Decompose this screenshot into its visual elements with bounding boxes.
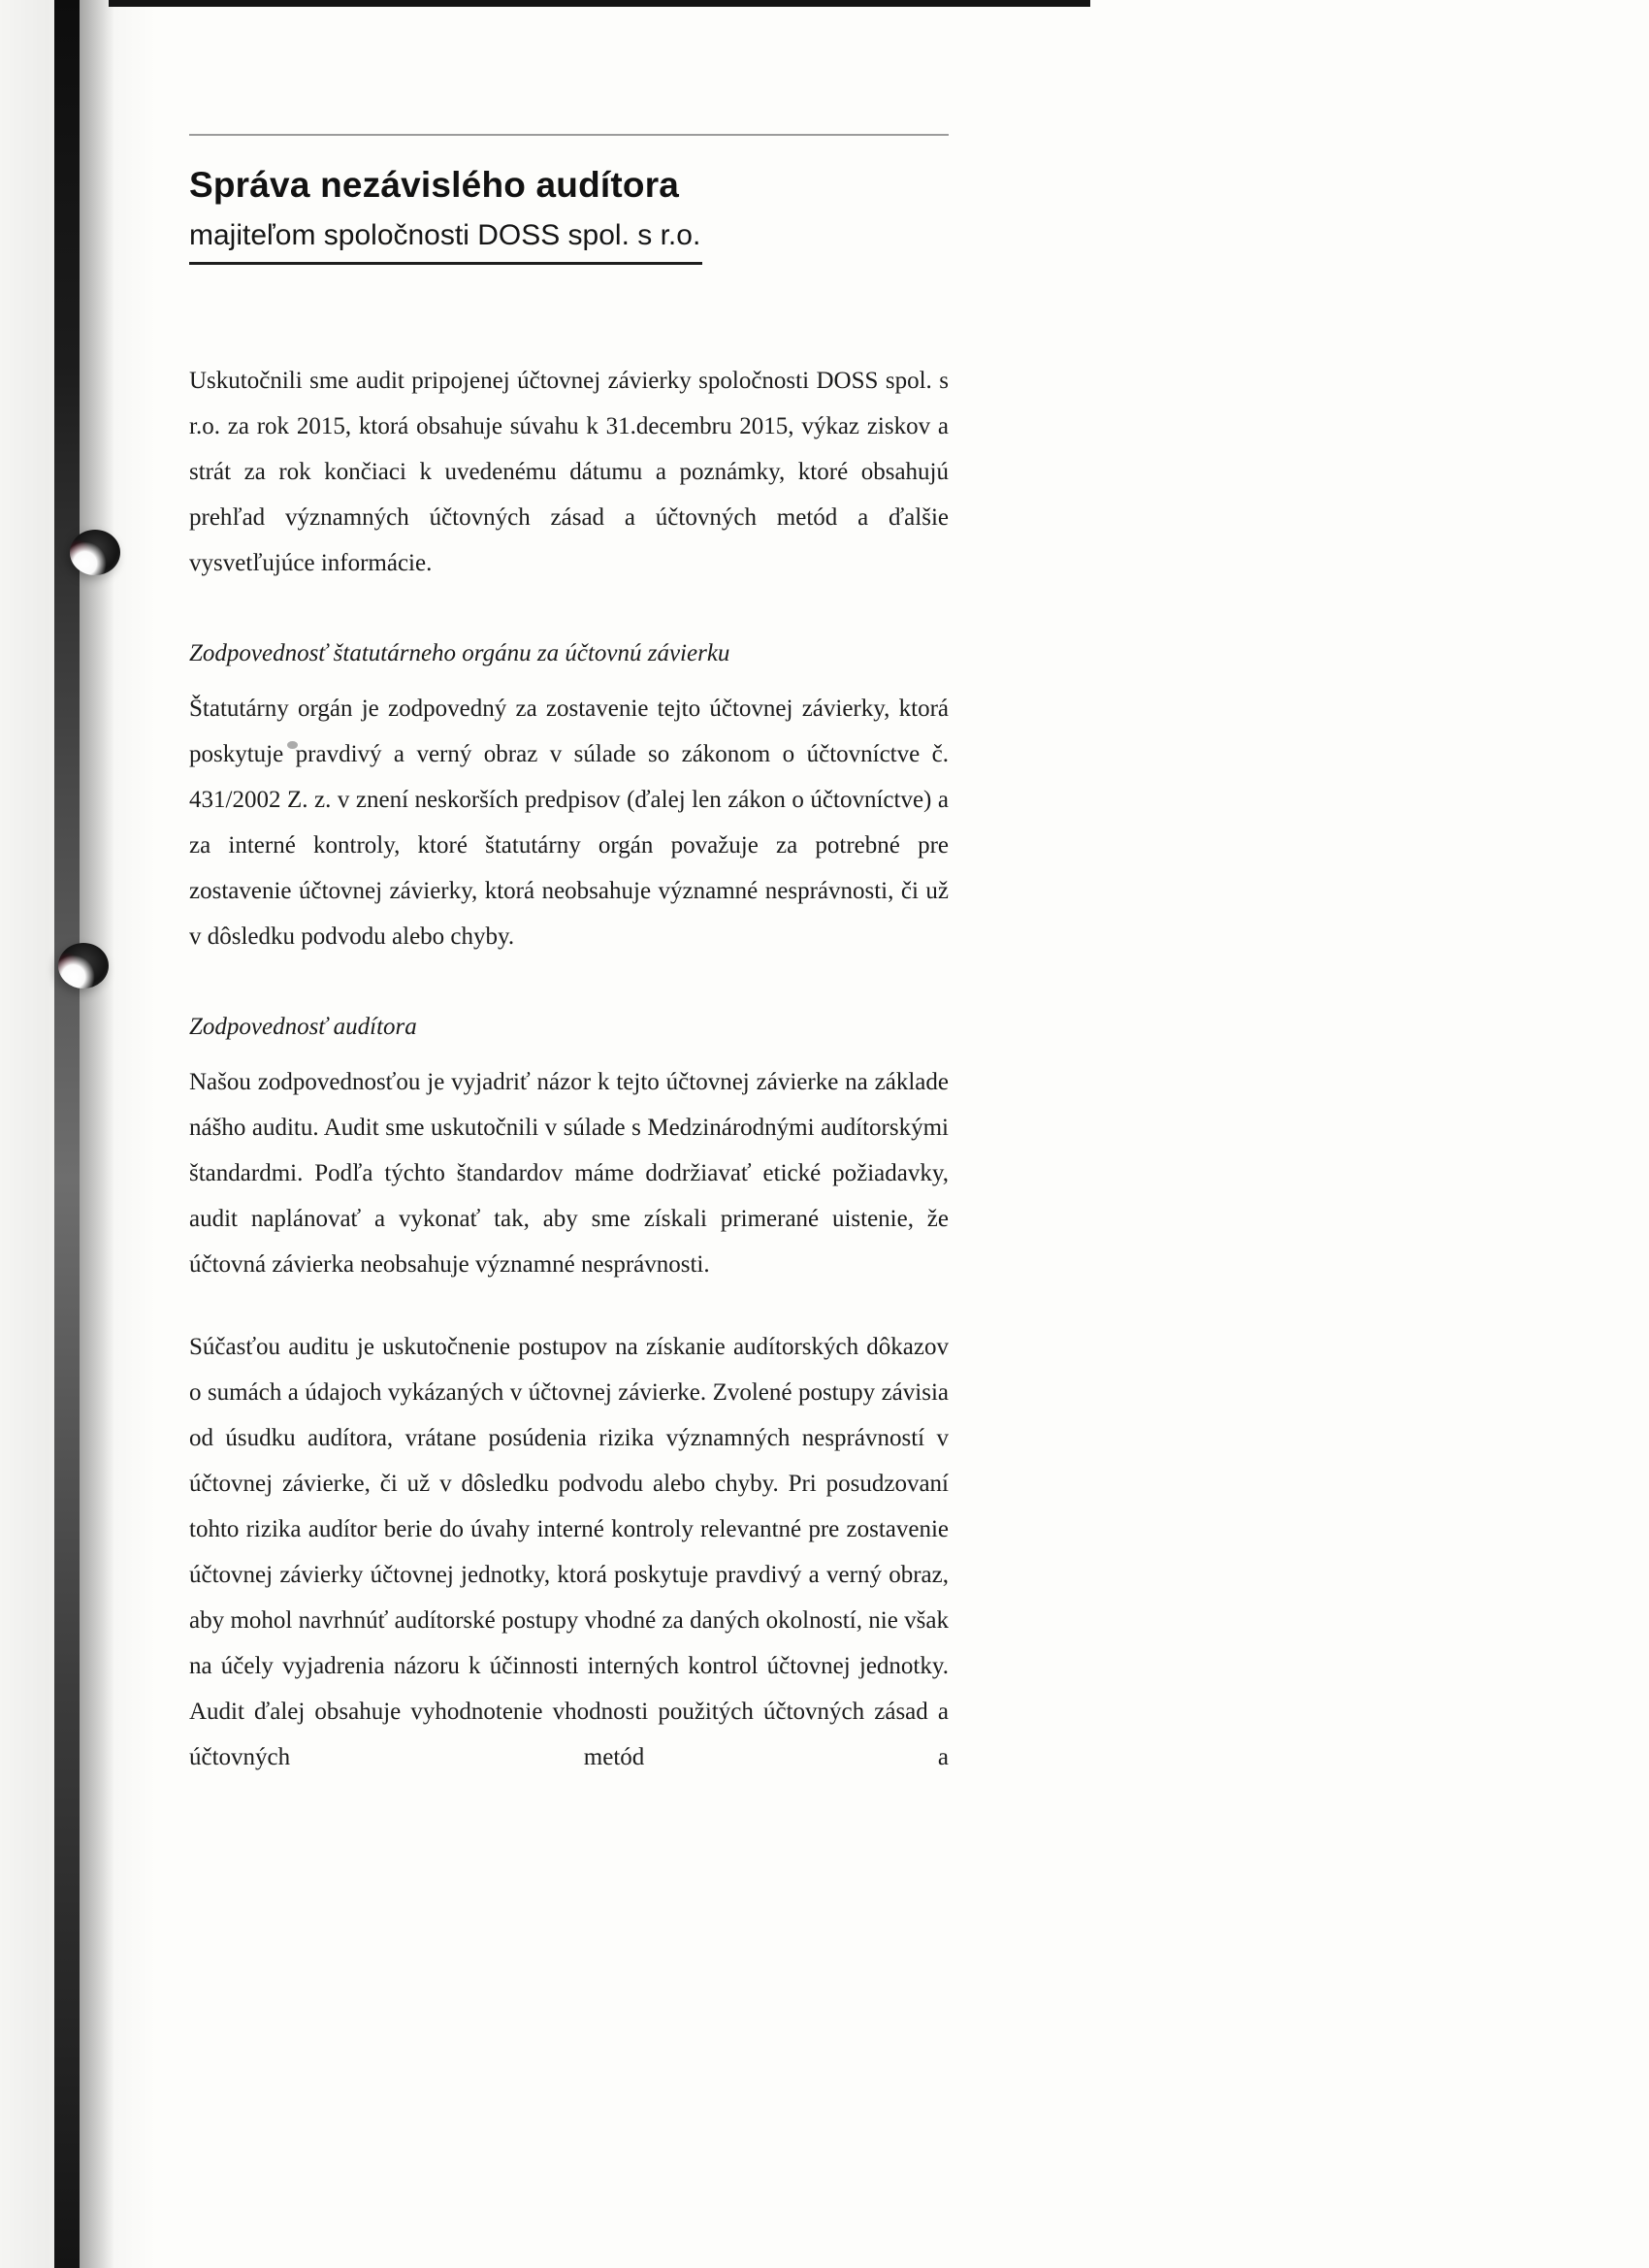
binder-hole-bottom <box>58 943 109 988</box>
binder-hole-top <box>70 530 120 575</box>
page-content <box>189 0 949 1780</box>
statutory-responsibility-heading: Zodpovednosť štatutárneho orgánu za účtovnú závierku <box>189 640 730 666</box>
intro-paragraph: Uskutočnili sme audit pripojenej účtovnej závierky spoločnosti DOSS spol. s r.o. za rok 2015, ktorá obsahuje súvahu k 31.decembru 2015, výkaz ziskov a strát za rok končiaci k uvedenému dátumu a poznámky, ktoré obsahujú prehľad významných účtovných zásad a účtovných metód a ďalšie vysvetľujúce informácie. <box>189 368 949 576</box>
scan-binding-edge-artifact <box>54 0 80 2268</box>
statutory-responsibility-paragraph: Štatutárny orgán je zodpovedný za zostavenie tejto účtovnej závierky, ktorá poskytuje pravdivý a verný obraz v súlade so zákonom o účtovníctve č. 431/2002 Z. z. v znení neskorších predpisov (ďalej len zákon o účtovníctve) a za interné kontroly, ktoré štatutárny orgán považuje za potrebné pre zostavenie účtovnej závierky, ktorá neobsahuje významné nesprávnosti, či už v dôsledku podvodu alebo chyby. <box>189 696 949 950</box>
document-subtitle: majiteľom spoločnosti DOSS spol. s r.o. <box>189 219 702 265</box>
auditor-responsibility-paragraph-2: Súčasťou auditu je uskutočnenie postupov na získanie audítorských dôkazov o sumách a údajoch vykázaných v účtovnej závierke. Zvolené postupy závisia od úsudku audítora, vrátane posúdenia rizika významných nesprávností v účtovnej závierke, či už v dôsledku podvodu alebo chyby. Pri posudzovaní tohto rizika audítor berie do úvahy interné kontroly relevantné pre zostavenie účtovnej závierky účtovnej jednotky, ktorá poskytuje pravdivý a verný obraz, aby mohol navrhnúť audítorské postupy vhodné za daných okolností, nie však na účely vyjadrenia názoru k účinnosti interných kontrol účtovnej jednotky. Audit ďalej obsahuje vyhodnotenie vhodnosti použitých účtovných zásad a účtovných metód a <box>189 1334 949 1770</box>
auditor-responsibility-heading: Zodpovednosť audítora <box>189 1014 417 1040</box>
scan-binding-edge-shadow <box>80 0 114 2268</box>
auditor-responsibility-paragraph-1: Našou zodpovednosťou je vyjadriť názor k tejto účtovnej závierke na základe nášho auditu. Audit sme uskutočnili v súlade s Medzinárodnými audítorskými štandardmi. Podľa týchto štandardov máme dodržiavať etické požiadavky, audit naplánovať a vykonať tak, aby sme získali primerané uistenie, že účtovná závierka neobsahuje významné nesprávnosti. <box>189 1069 949 1278</box>
document-title: Správa nezávislého audítora <box>189 165 680 205</box>
top-horizontal-rule <box>189 134 949 136</box>
